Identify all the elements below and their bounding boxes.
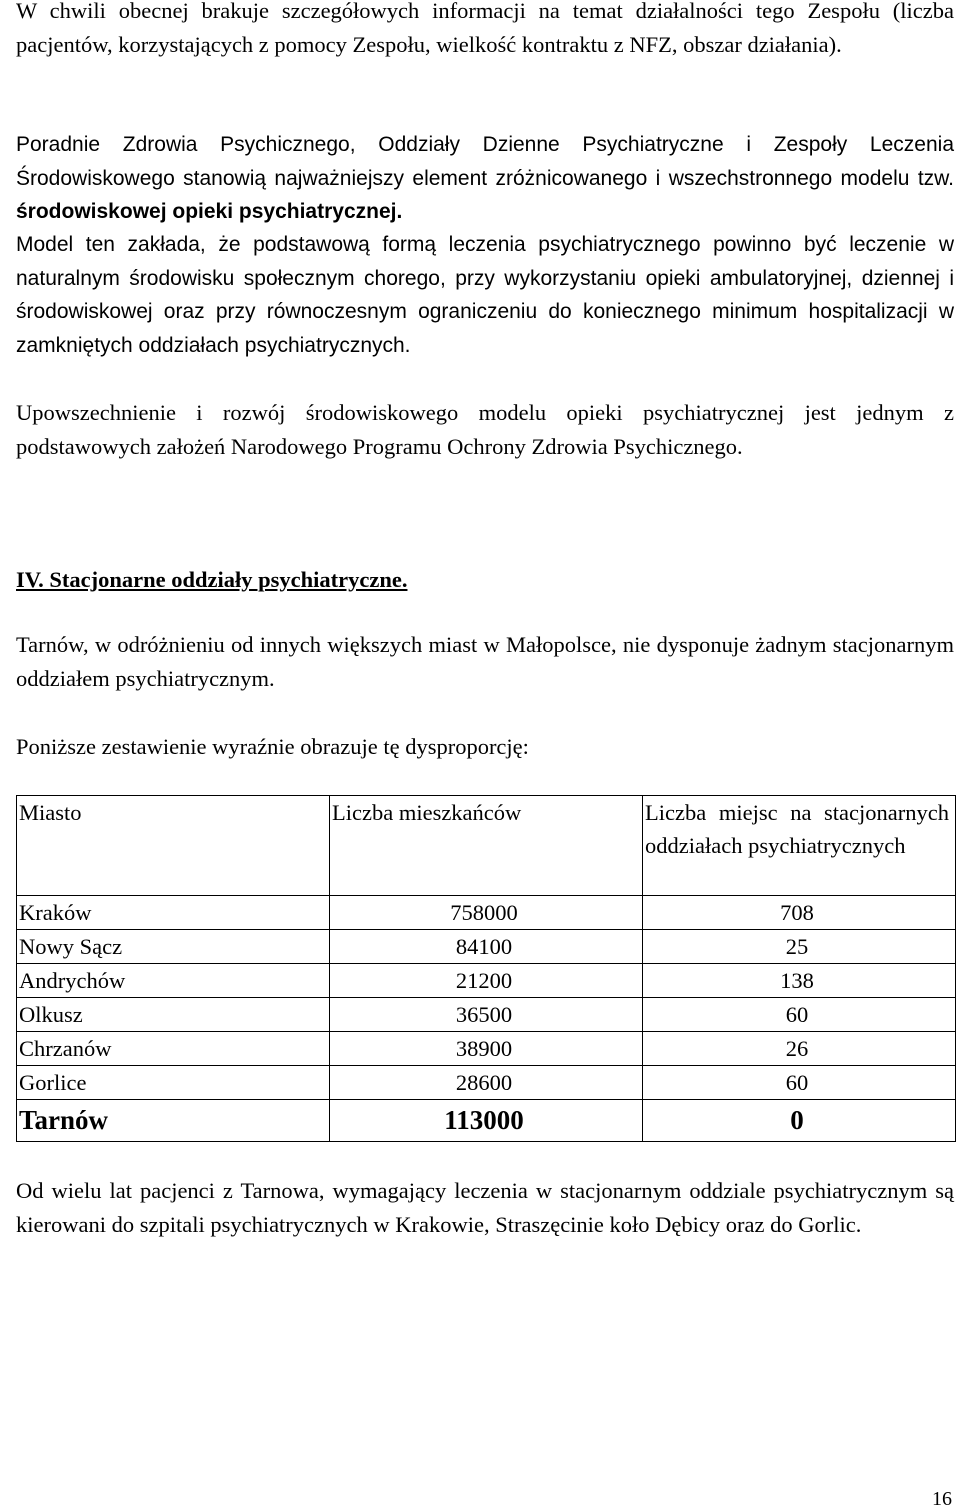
- table-cell-city: Chrzanów: [17, 1032, 330, 1066]
- paragraph-upowszechnienie: Upowszechnienie i rozwój środowiskowego modelu opieki psychiatrycznej jest jednym z podstawowych założeń Narodowego Programu Ochrony Zdrowia Psychicznego.: [16, 400, 954, 459]
- table-row: [17, 896, 956, 930]
- paragraph-model: Model ten zakłada, że podstawową formą leczenia psychiatrycznego powinno być leczenie w naturalnym środowisku społecznym chorego, przy wykorzystaniu opieki ambulatoryjnej, dziennej i środowiskowej oraz przy równoczesnym ograniczeniu do koniecznego minimum hospitalizacji w zamkniętych oddziałach psychiatrycznych.: [16, 233, 954, 357]
- table-cell-city: Gorlice: [17, 1066, 330, 1100]
- table-cell-population: 113000: [330, 1100, 643, 1142]
- table-header-row: [17, 796, 956, 896]
- table-cell-population: 758000: [330, 896, 643, 930]
- table-row: [17, 930, 956, 964]
- table-header-cell: Liczba mieszkańców: [330, 796, 643, 896]
- table-cell-beds: 25: [643, 930, 956, 964]
- paragraph-zestawienie: Poniższe zestawienie wyraźnie obrazuje tę dysproporcję:: [16, 734, 529, 759]
- table-row: [17, 1032, 956, 1066]
- table-header-cell: Liczba miejsc na stacjonarnych oddziałach psychiatrycznych: [643, 796, 956, 896]
- table-header-cell: Miasto: [17, 796, 330, 896]
- table-row: [17, 1066, 956, 1100]
- paragraph-tarnow: Tarnów, w odróżnieniu od innych większych miast w Małopolsce, nie dysponuje żadnym stacjonarnym oddziałem psychiatrycznym.: [16, 632, 954, 691]
- table-cell-population: 38900: [330, 1032, 643, 1066]
- table-cell-city: Andrychów: [17, 964, 330, 998]
- paragraph-zespol-info: W chwili obecnej brakuje szczegółowych informacji na temat działalności tego Zespołu (liczba pacjentów, korzystających z pomocy Zespołu, wielkość kontraktu z NFZ, obszar działania).: [16, 0, 954, 57]
- table-cell-population: 36500: [330, 998, 643, 1032]
- paragraph-poradnie-emphasis: środowiskowej opieki psychiatrycznej.: [16, 200, 403, 223]
- table-cell-population: 21200: [330, 964, 643, 998]
- table-cell-population: 84100: [330, 930, 643, 964]
- table-cell-beds: 26: [643, 1032, 956, 1066]
- table-cell-city: Kraków: [17, 896, 330, 930]
- paragraph-poradnie: [16, 128, 954, 229]
- table-cell-beds: 0: [643, 1100, 956, 1142]
- city-beds-table: [16, 795, 956, 1142]
- table-cell-city: Olkusz: [17, 998, 330, 1032]
- table-cell-beds: 60: [643, 998, 956, 1032]
- table-cell-beds: 708: [643, 896, 956, 930]
- table-cell-beds: 60: [643, 1066, 956, 1100]
- table-cell-population: 28600: [330, 1066, 643, 1100]
- table-cell-city: Tarnów: [17, 1100, 330, 1142]
- table-cell-city: Nowy Sącz: [17, 930, 330, 964]
- page-number: 16: [932, 1488, 952, 1510]
- table-row: [17, 998, 956, 1032]
- paragraph-poradnie-text: Poradnie Zdrowia Psychicznego, Oddziały Dzienne Psychiatryczne i Zespoły Leczenia Środowiskowego stanowią najważniejszy element zróżnicowanego i wszechstronnego modelu tzw.: [16, 133, 954, 190]
- paragraph-pacjenci: Od wielu lat pacjenci z Tarnowa, wymagający leczenia w stacjonarnym oddziale psychiatrycznym są kierowani do szpitali psychiatrycznych w Krakowie, Straszęcinie koło Dębicy oraz do Gorlic.: [16, 1178, 954, 1237]
- section-heading: IV. Stacjonarne oddziały psychiatryczne.: [16, 567, 408, 592]
- table-row: [17, 964, 956, 998]
- table-row-highlighted: [17, 1100, 956, 1142]
- table-cell-beds: 138: [643, 964, 956, 998]
